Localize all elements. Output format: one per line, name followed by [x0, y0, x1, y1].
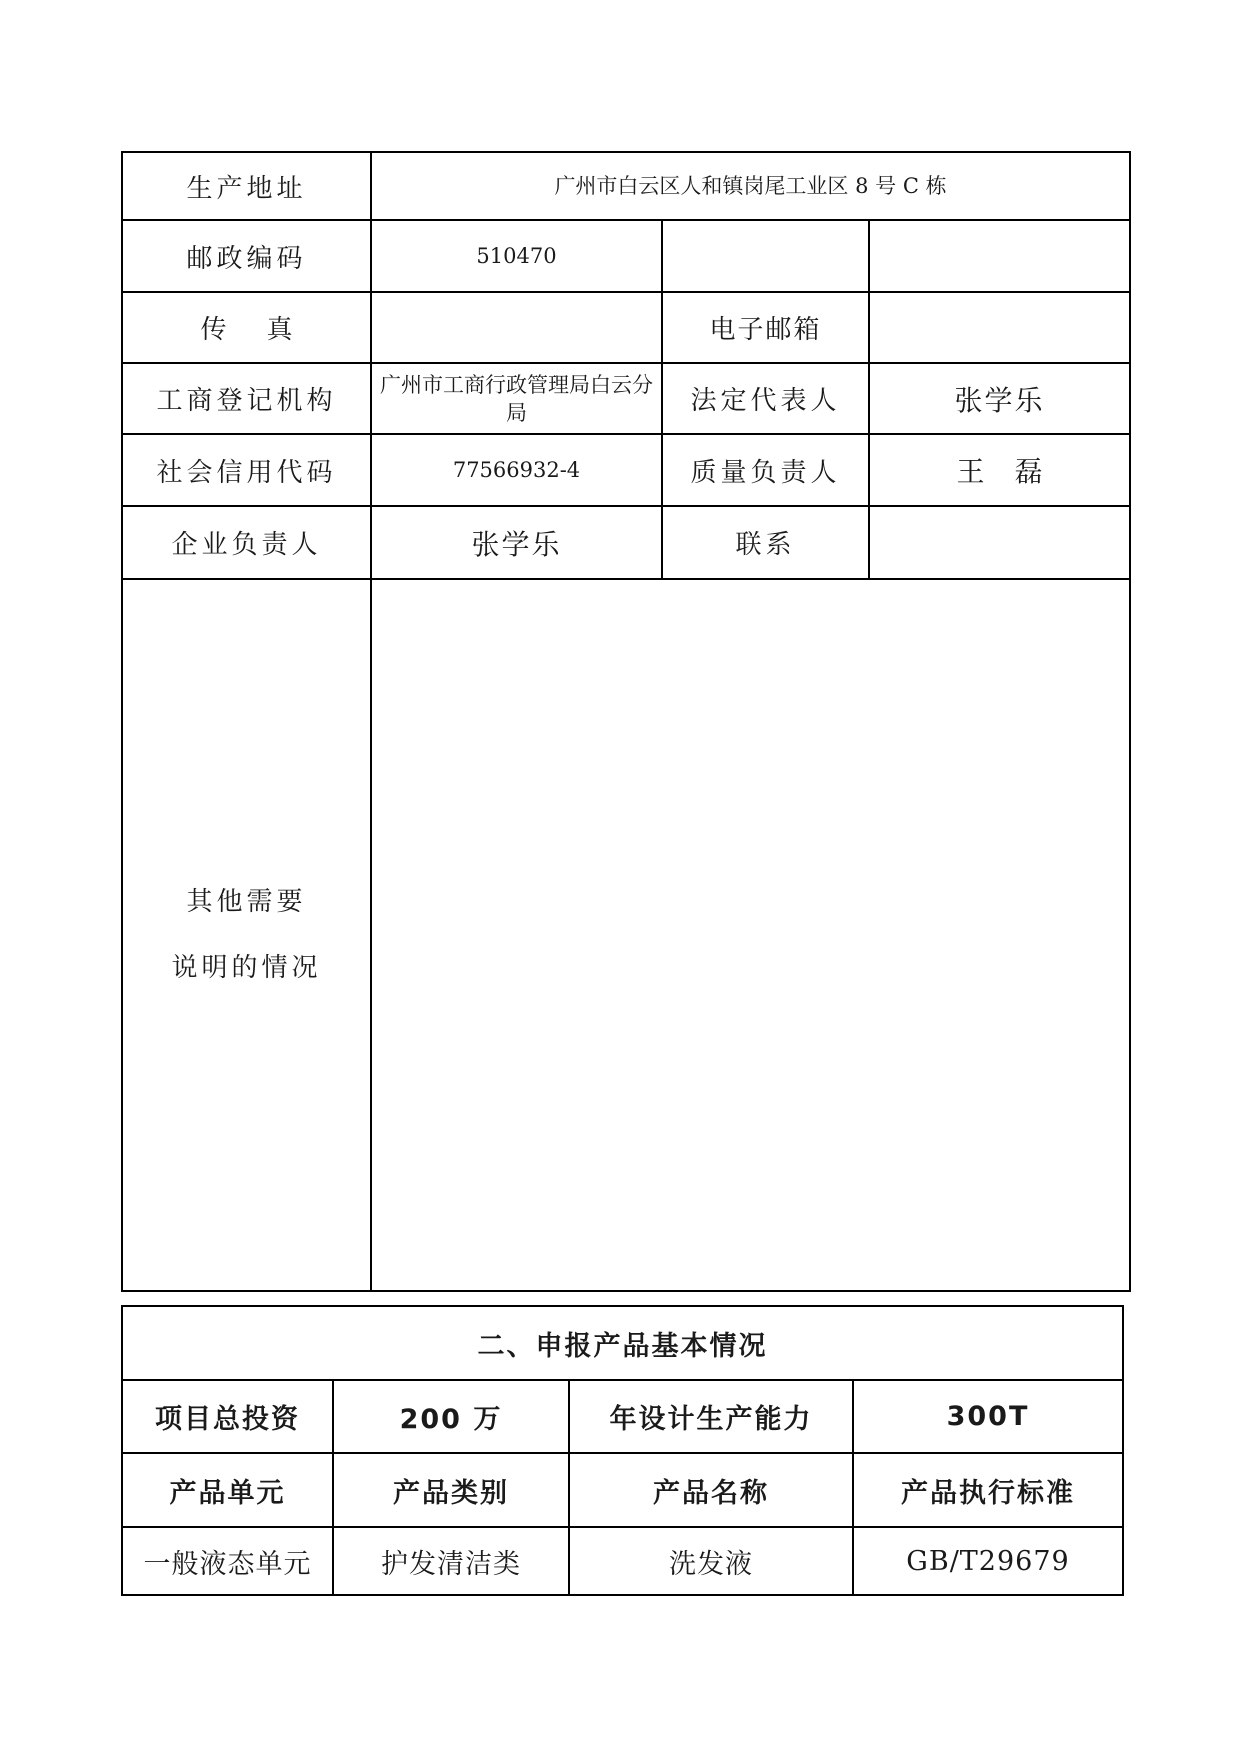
fax-label-text: 传真 — [200, 315, 333, 345]
section-title: 二、申报产品基本情况 — [122, 1306, 1123, 1380]
product-unit-cell: 一般液态单元 — [122, 1527, 333, 1595]
contact-label: 联系 — [662, 506, 869, 579]
legal-representative-label: 法定代表人 — [662, 363, 869, 434]
production-address-value: 广州市白云区人和镇岗尾工业区 8 号 C 栋 — [371, 152, 1130, 220]
legal-representative-value: 张学乐 — [869, 363, 1130, 434]
table-row — [122, 363, 1130, 434]
production-address-label: 生产地址 — [122, 152, 371, 220]
empty-cell — [662, 220, 869, 292]
table-row — [122, 152, 1130, 220]
registration-authority-label: 工商登记机构 — [122, 363, 371, 434]
total-investment-label: 项目总投资 — [122, 1380, 333, 1453]
product-info-table — [121, 1305, 1124, 1596]
table-row — [122, 292, 1130, 363]
annual-capacity-value: 300T — [853, 1380, 1123, 1453]
table-row — [122, 579, 1130, 1291]
quality-manager-text: 王磊 — [956, 455, 1073, 488]
contact-value — [869, 506, 1130, 579]
column-header: 产品类别 — [333, 1453, 569, 1527]
enterprise-info-table — [121, 151, 1131, 1292]
column-header: 产品执行标准 — [853, 1453, 1123, 1527]
other-notes-value — [371, 579, 1130, 1291]
other-notes-label-line1: 其他需要 — [186, 887, 307, 917]
credit-code-value: 77566932-4 — [371, 434, 662, 506]
product-standard-cell: GB/T29679 — [853, 1527, 1123, 1595]
table-row — [122, 506, 1130, 579]
email-label: 电子邮箱 — [662, 292, 869, 363]
enterprise-manager-value: 张学乐 — [371, 506, 662, 579]
quality-manager-label: 质量负责人 — [662, 434, 869, 506]
empty-cell — [869, 220, 1130, 292]
table-row — [122, 434, 1130, 506]
column-header: 产品单元 — [122, 1453, 333, 1527]
product-name-cell: 洗发液 — [569, 1527, 853, 1595]
total-investment-value: 200 万 — [333, 1380, 569, 1453]
table-row — [122, 1527, 1123, 1595]
product-category-cell: 护发清洁类 — [333, 1527, 569, 1595]
table-row — [122, 1380, 1123, 1453]
other-notes-label-line2: 说明的情况 — [171, 953, 322, 983]
postal-code-value: 510470 — [371, 220, 662, 292]
table-row — [122, 1453, 1123, 1527]
fax-value — [371, 292, 662, 363]
annual-capacity-label: 年设计生产能力 — [569, 1380, 853, 1453]
email-value — [869, 292, 1130, 363]
other-notes-label — [122, 579, 371, 1291]
quality-manager-value — [869, 434, 1130, 506]
credit-code-label: 社会信用代码 — [122, 434, 371, 506]
fax-label — [122, 292, 371, 363]
table-row — [122, 220, 1130, 292]
column-header: 产品名称 — [569, 1453, 853, 1527]
enterprise-manager-label: 企业负责人 — [122, 506, 371, 579]
registration-authority-value: 广州市工商行政管理局白云分局 — [371, 363, 662, 434]
table-row — [122, 1306, 1123, 1380]
postal-code-label: 邮政编码 — [122, 220, 371, 292]
